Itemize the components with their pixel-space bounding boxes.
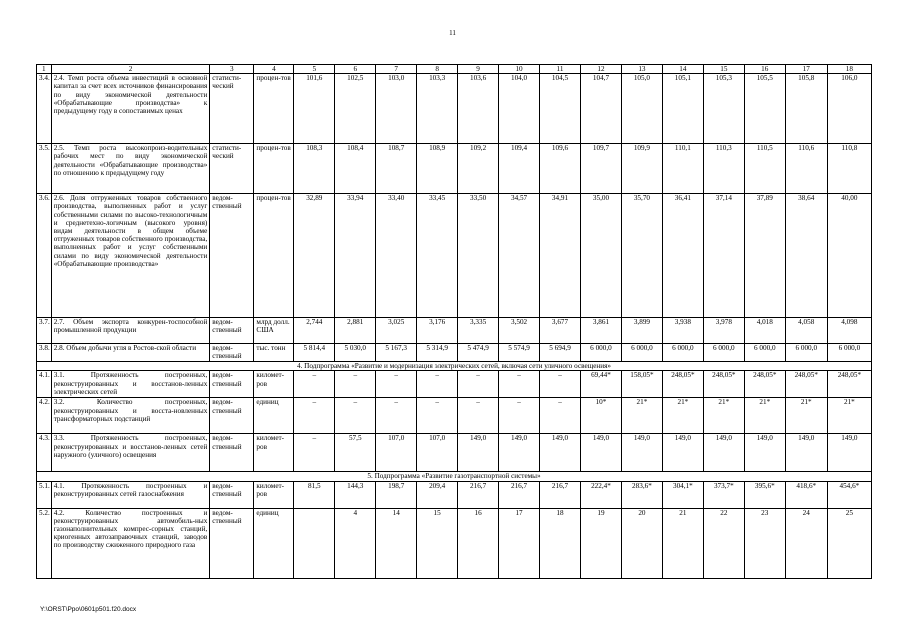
value-cell: 3,861 [580, 318, 621, 344]
value-cell: 21* [744, 398, 785, 434]
indicator-name: 2.6. Доля отгруженных товаров собственного производства, выполненных работ и услуг собственными силами по высоко-технологичным и среднетехно-логичным (высокого уровня) видам деятельности в общем объеме отгруженных товаров собственного производства, выполненных работ и услуг собственными силами по виду экономической деятельности «Обрабатывающие производства» [51, 194, 210, 318]
value-cell: 33,45 [417, 194, 458, 318]
value-cell: 38,64 [785, 194, 827, 318]
value-cell: 4 [335, 508, 376, 578]
unit: процен-тов [254, 194, 294, 318]
value-cell: 110,8 [827, 144, 871, 194]
column-number: 6 [335, 65, 376, 74]
table-row [37, 398, 872, 434]
value-cell: 6 000,0 [785, 344, 827, 362]
column-number: 9 [458, 65, 499, 74]
value-cell: 106,0 [827, 74, 871, 144]
indicator-name: 2.5. Темп роста высокопроиз-водительных рабочих мест по виду экономической деятельности «Обрабатывающие производства» по отношению к предыдущему году [51, 144, 210, 194]
value-cell: 248,05* [785, 371, 827, 398]
value-cell: 209,4 [417, 481, 458, 508]
row-number: 5.2. [37, 508, 52, 578]
unit: километ-ров [254, 434, 294, 472]
value-cell: – [458, 398, 499, 434]
value-cell: 105,1 [662, 74, 703, 144]
value-cell: 6 000,0 [621, 344, 662, 362]
value-cell: 149,0 [662, 434, 703, 472]
value-cell: – [540, 398, 581, 434]
value-cell: 149,0 [580, 434, 621, 472]
page-number: 11 [449, 29, 456, 37]
value-cell: 3,978 [703, 318, 744, 344]
value-cell: 149,0 [458, 434, 499, 472]
data-source: ведом-ственный [210, 371, 254, 398]
value-cell: 36,41 [662, 194, 703, 318]
value-cell: 149,0 [703, 434, 744, 472]
value-cell: 248,05* [827, 371, 871, 398]
column-number: 10 [499, 65, 540, 74]
value-cell: 104,7 [580, 74, 621, 144]
value-cell: 21* [662, 398, 703, 434]
column-number: 4 [254, 65, 294, 74]
value-cell: 304,1* [662, 481, 703, 508]
value-cell: 110,5 [744, 144, 785, 194]
column-number: 8 [417, 65, 458, 74]
value-cell: 105,3 [703, 74, 744, 144]
unit: километ-ров [254, 481, 294, 508]
value-cell: 3,677 [540, 318, 581, 344]
value-cell [294, 508, 335, 578]
value-cell: 248,05* [744, 371, 785, 398]
value-cell: – [499, 398, 540, 434]
table-row [37, 318, 872, 344]
row-number: 5.1. [37, 481, 52, 508]
value-cell: 4,018 [744, 318, 785, 344]
data-source: ведом-ственный [210, 398, 254, 434]
indicator-name: 2.4. Темп роста объема инвестиций в основной капитал за счет всех источников финансирования по виду экономической деятельности «Обрабатывающие производства» к предыдущему году в сопоставимых ценах [51, 74, 210, 144]
value-cell: 5 314,9 [417, 344, 458, 362]
value-cell: 418,6* [785, 481, 827, 508]
data-source: ведом-ственный [210, 434, 254, 472]
value-cell: 2,881 [335, 318, 376, 344]
value-cell: – [458, 371, 499, 398]
value-cell: 103,0 [376, 74, 417, 144]
value-cell: 248,05* [662, 371, 703, 398]
value-cell: 104,5 [540, 74, 581, 144]
value-cell: 149,0 [540, 434, 581, 472]
value-cell: 3,176 [417, 318, 458, 344]
value-cell: 34,57 [499, 194, 540, 318]
value-cell: 216,7 [540, 481, 581, 508]
value-cell: 33,40 [376, 194, 417, 318]
value-cell: 109,2 [458, 144, 499, 194]
indicator-name: 3.3. Протяженность построенных, реконструированных и восстанов-ленных сетей наружного (уличного) освещения [51, 434, 210, 472]
unit: тыс. тонн [254, 344, 294, 362]
row-number: 3.6. [37, 194, 52, 318]
data-source: ведом-ственный [210, 194, 254, 318]
value-cell: 6 000,0 [703, 344, 744, 362]
value-cell: 3,335 [458, 318, 499, 344]
value-cell: 23 [744, 508, 785, 578]
value-cell: 107,0 [417, 434, 458, 472]
value-cell: 110,6 [785, 144, 827, 194]
value-cell: 5 167,3 [376, 344, 417, 362]
value-cell: 21 [662, 508, 703, 578]
value-cell: 395,6* [744, 481, 785, 508]
value-cell: 283,6* [621, 481, 662, 508]
column-number: 13 [621, 65, 662, 74]
indicator-name: 4.2. Количество построенных и реконструированных автомобиль-ных газонаполнительных компрес-сорных станций, криогенных автозаправочных станций, заводов по производству сжиженного природного газа [51, 508, 210, 578]
value-cell: 198,7 [376, 481, 417, 508]
data-source: ведом-ственный [210, 318, 254, 344]
value-cell: 37,89 [744, 194, 785, 318]
value-cell: 5 474,9 [458, 344, 499, 362]
value-cell: 6 000,0 [662, 344, 703, 362]
value-cell: 4,058 [785, 318, 827, 344]
file-path-footer: Y:\ORST\Ppo\0601p501.f20.docx [40, 606, 137, 613]
row-number: 3.4. [37, 74, 52, 144]
value-cell: 149,0 [785, 434, 827, 472]
value-cell: 103,6 [458, 74, 499, 144]
value-cell: 105,0 [621, 74, 662, 144]
value-cell: 109,4 [499, 144, 540, 194]
value-cell: 104,0 [499, 74, 540, 144]
value-cell: 21* [827, 398, 871, 434]
value-cell: 105,8 [785, 74, 827, 144]
table-row [37, 508, 872, 578]
value-cell: – [376, 371, 417, 398]
value-cell: 5 694,9 [540, 344, 581, 362]
value-cell: 18 [540, 508, 581, 578]
column-number: 18 [827, 65, 871, 74]
data-source: статисти-ческий [210, 144, 254, 194]
value-cell: 16 [458, 508, 499, 578]
value-cell: 105,5 [744, 74, 785, 144]
value-cell: – [499, 371, 540, 398]
value-cell: – [417, 398, 458, 434]
unit: млрд долл. США [254, 318, 294, 344]
value-cell: 5 574,9 [499, 344, 540, 362]
value-cell: – [294, 434, 335, 472]
indicator-name: 3.1. Протяженность построенных, реконструированных и восстанов-ленных электрических сетей [51, 371, 210, 398]
value-cell: 216,7 [458, 481, 499, 508]
value-cell: 5 814,4 [294, 344, 335, 362]
value-cell: 6 000,0 [580, 344, 621, 362]
value-cell: 4,098 [827, 318, 871, 344]
column-number: 11 [540, 65, 581, 74]
column-number: 3 [210, 65, 254, 74]
value-cell: 3,938 [662, 318, 703, 344]
value-cell: 81,5 [294, 481, 335, 508]
table-row [37, 481, 872, 508]
value-cell: 35,70 [621, 194, 662, 318]
row-number: 3.5. [37, 144, 52, 194]
column-number: 15 [703, 65, 744, 74]
subprogram-row [37, 362, 872, 371]
value-cell: 21* [621, 398, 662, 434]
unit: километ-ров [254, 371, 294, 398]
value-cell: 103,3 [417, 74, 458, 144]
unit: процен-тов [254, 74, 294, 144]
value-cell: 33,50 [458, 194, 499, 318]
value-cell: 40,00 [827, 194, 871, 318]
table-row [37, 144, 872, 194]
indicator-name: 2.8. Объем добычи угля в Ростов-ской области [51, 344, 210, 362]
value-cell: 373,7* [703, 481, 744, 508]
value-cell: 110,1 [662, 144, 703, 194]
value-cell: 109,6 [540, 144, 581, 194]
value-cell: 57,5 [335, 434, 376, 472]
value-cell: 3,899 [621, 318, 662, 344]
value-cell: 32,89 [294, 194, 335, 318]
unit: единиц [254, 398, 294, 434]
indicator-name: 3.2. Количество построенных, реконструированных и восста-новленных трансформаторных подстанций [51, 398, 210, 434]
row-number: 4.1. [37, 371, 52, 398]
value-cell: 149,0 [499, 434, 540, 472]
value-cell: – [294, 371, 335, 398]
value-cell: 2,744 [294, 318, 335, 344]
column-number: 12 [580, 65, 621, 74]
column-number: 14 [662, 65, 703, 74]
value-cell: 5 030,0 [335, 344, 376, 362]
value-cell: – [294, 398, 335, 434]
value-cell: 222,4* [580, 481, 621, 508]
value-cell: 22 [703, 508, 744, 578]
row-number: 3.7. [37, 318, 52, 344]
row-number: 4.3. [37, 434, 52, 472]
value-cell: – [335, 371, 376, 398]
column-number: 7 [376, 65, 417, 74]
value-cell: 149,0 [744, 434, 785, 472]
value-cell: 35,00 [580, 194, 621, 318]
value-cell: 108,4 [335, 144, 376, 194]
table-row [37, 194, 872, 318]
value-cell: 108,7 [376, 144, 417, 194]
value-cell: – [376, 398, 417, 434]
value-cell: 109,9 [621, 144, 662, 194]
value-cell: 149,0 [827, 434, 871, 472]
value-cell: 158,05* [621, 371, 662, 398]
value-cell: – [335, 398, 376, 434]
value-cell: 216,7 [499, 481, 540, 508]
indicator-name: 2.7. Объем экспорта конкурен-тоспособной промышленной продукции [51, 318, 210, 344]
value-cell: 19 [580, 508, 621, 578]
subprogram-row [37, 472, 872, 481]
table-row [37, 74, 872, 144]
value-cell: 20 [621, 508, 662, 578]
unit: процен-тов [254, 144, 294, 194]
value-cell: 17 [499, 508, 540, 578]
value-cell: 14 [376, 508, 417, 578]
value-cell: 10* [580, 398, 621, 434]
value-cell: 3,502 [499, 318, 540, 344]
value-cell: 108,9 [417, 144, 458, 194]
value-cell: 107,0 [376, 434, 417, 472]
row-number: 3.8. [37, 344, 52, 362]
value-cell: 21* [703, 398, 744, 434]
column-number: 17 [785, 65, 827, 74]
data-source: ведом-ственный [210, 508, 254, 578]
table-row [37, 371, 872, 398]
subprogram-title: 5. Подпрограмма «Развитие газотранспортной системы» [37, 472, 872, 481]
value-cell: 34,91 [540, 194, 581, 318]
value-cell: 109,7 [580, 144, 621, 194]
value-cell: 102,5 [335, 74, 376, 144]
value-cell: 69,44* [580, 371, 621, 398]
data-source: статисти-ческий [210, 74, 254, 144]
indicators-table [36, 64, 872, 579]
data-source: ведом-ственный [210, 481, 254, 508]
unit: единиц [254, 508, 294, 578]
column-number: 5 [294, 65, 335, 74]
value-cell: 101,6 [294, 74, 335, 144]
value-cell: 110,3 [703, 144, 744, 194]
value-cell: 21* [785, 398, 827, 434]
value-cell: 25 [827, 508, 871, 578]
value-cell: 149,0 [621, 434, 662, 472]
value-cell: 37,14 [703, 194, 744, 318]
column-number: 16 [744, 65, 785, 74]
table-row [37, 344, 872, 362]
value-cell: 454,6* [827, 481, 871, 508]
column-number: 2 [51, 65, 210, 74]
data-source: ведом-ственный [210, 344, 254, 362]
value-cell: 108,3 [294, 144, 335, 194]
indicator-name: 4.1. Протяженность построенных и реконструированных сетей газоснабжения [51, 481, 210, 508]
row-number: 4.2. [37, 398, 52, 434]
column-number: 1 [37, 65, 52, 74]
value-cell: – [417, 371, 458, 398]
value-cell: 6 000,0 [827, 344, 871, 362]
table-row [37, 434, 872, 472]
header-row [37, 65, 872, 74]
subprogram-title: 4. Подпрограмма «Развитие и модернизация электрических сетей, включая сети уличного освещения» [37, 362, 872, 371]
value-cell: – [540, 371, 581, 398]
value-cell: 6 000,0 [744, 344, 785, 362]
value-cell: 248,05* [703, 371, 744, 398]
value-cell: 33,94 [335, 194, 376, 318]
value-cell: 3,025 [376, 318, 417, 344]
value-cell: 15 [417, 508, 458, 578]
value-cell: 24 [785, 508, 827, 578]
value-cell: 144,3 [335, 481, 376, 508]
